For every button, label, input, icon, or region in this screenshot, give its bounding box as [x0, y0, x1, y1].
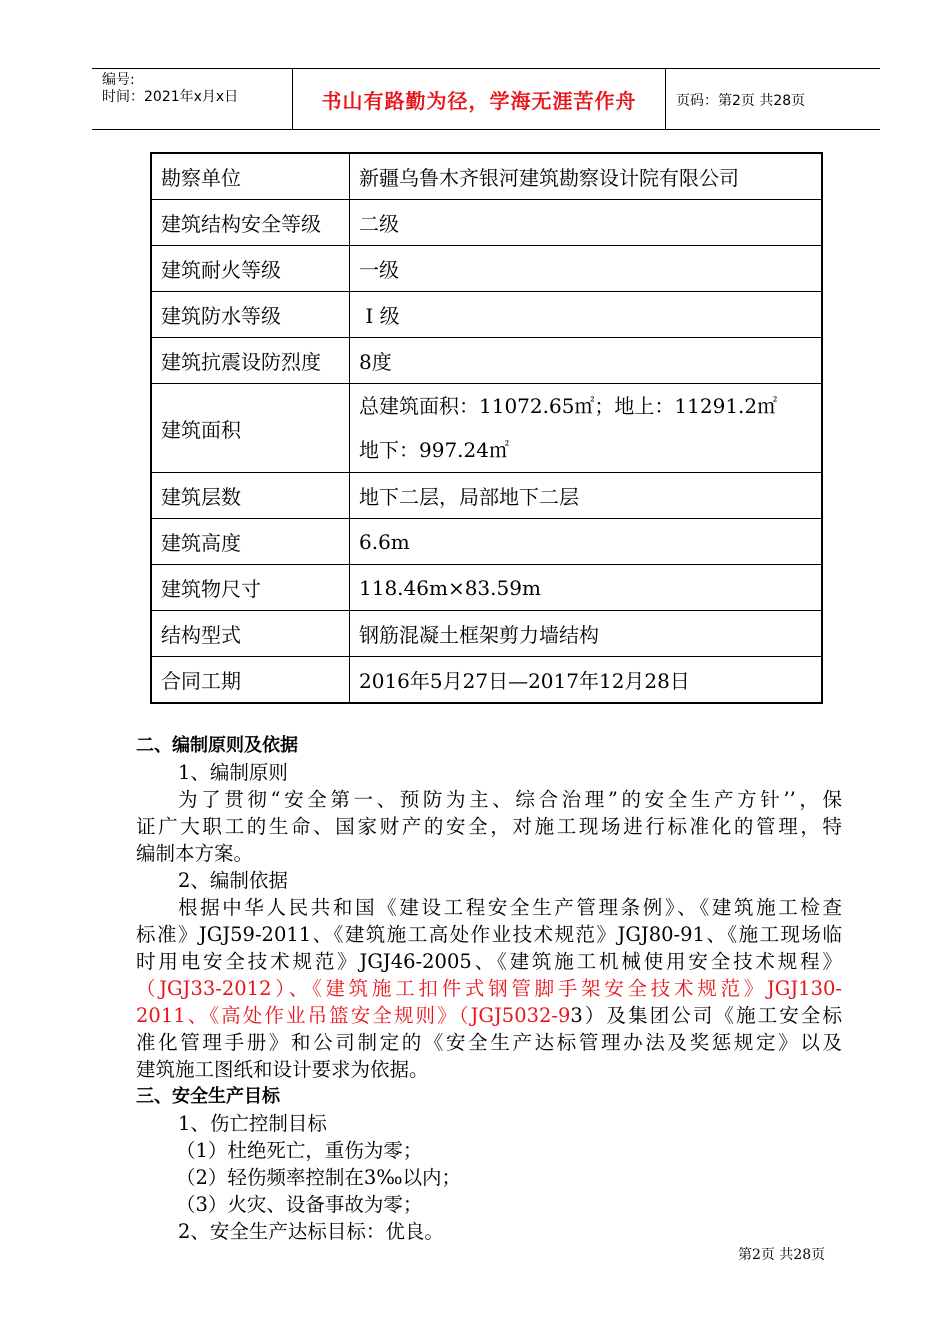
table-key: 建筑耐火等级	[151, 246, 350, 292]
normal-text: 3）及集团公司《施工安全标	[570, 1004, 842, 1027]
table-key: 建筑防水等级	[151, 292, 350, 338]
section-heading: 三、安全生产目标	[136, 1086, 280, 1107]
table-row	[151, 473, 822, 519]
paragraph-line: 标准》JGJ59-2011、《建筑施工高处作业技术规范》JGJ80-91、《施工现场临	[136, 923, 842, 946]
list-item: （3）火灾、设备事故为零；	[176, 1193, 423, 1216]
paragraph-line: 建筑施工图纸和设计要求为依据。	[136, 1058, 429, 1081]
subsection-heading: 2、安全生产达标目标：优良。	[178, 1220, 444, 1243]
table-row	[151, 246, 822, 292]
paragraph-line: 时用电安全技术规范》JGJ46-2005、《建筑施工机械使用安全技术规程》	[136, 950, 842, 973]
table-value: 地下二层，局部地下二层	[350, 473, 823, 519]
table-key: 建筑面积	[151, 384, 350, 473]
table-key: 建筑结构安全等级	[151, 200, 350, 246]
header-divider	[665, 69, 666, 129]
header-code-label: 编号:	[102, 72, 135, 88]
section-heading: 二、编制原则及依据	[136, 735, 298, 756]
highlight-text: 2011、《高处作业吊篮安全规则》（JGJ5032-9	[136, 1004, 571, 1027]
header-meta	[92, 69, 292, 129]
table-key: 结构型式	[151, 611, 350, 657]
subsection-heading: 1、编制原则	[178, 761, 288, 784]
subsection-heading: 2、编制依据	[178, 869, 288, 892]
table-key: 勘察单位	[151, 153, 350, 200]
table-row	[151, 384, 822, 473]
table-key: 建筑抗震设防烈度	[151, 338, 350, 384]
table-value: 6.6m	[350, 519, 823, 565]
table-key: 建筑层数	[151, 473, 350, 519]
table-row	[151, 292, 822, 338]
paragraph-line: 证广大职工的生命、国家财产的安全，对施工现场进行标准化的管理，特	[136, 815, 842, 838]
header-motto: 书山有路勤为径，学海无涯苦作舟	[321, 88, 637, 113]
table-value: 新疆乌鲁木齐银河建筑勘察设计院有限公司	[350, 153, 823, 200]
table-value	[350, 384, 823, 473]
page-footer: 第2页 共28页	[738, 1247, 826, 1263]
table-row	[151, 338, 822, 384]
table-value: 2016年5月27日—2017年12月28日	[350, 657, 823, 704]
table-row	[151, 153, 822, 200]
page-header	[92, 68, 880, 130]
document-body	[136, 732, 842, 1245]
table-row	[151, 611, 822, 657]
table-value: 118.46m×83.59m	[350, 565, 823, 611]
table-value: 二级	[350, 200, 823, 246]
table-row	[151, 519, 822, 565]
paragraph-line	[136, 1002, 842, 1029]
table-key: 建筑高度	[151, 519, 350, 565]
paragraph-line: 准化管理手册》和公司制定的《安全生产达标管理办法及奖惩规定》以及	[136, 1031, 842, 1054]
paragraph-line: 为了贯彻“安全第一、预防为主、综合治理”的安全生产方针’’，保	[178, 788, 842, 811]
header-page-label: 页码：第2页 共28页	[676, 93, 806, 109]
header-time-label: 时间：2021年x月x日	[102, 89, 239, 105]
list-item: （2）轻伤频率控制在3‰以内；	[176, 1166, 461, 1189]
paragraph-line: 编制本方案。	[136, 842, 254, 865]
table-value: 一级	[350, 246, 823, 292]
table-key: 建筑物尺寸	[151, 565, 350, 611]
table-value: 8度	[350, 338, 823, 384]
table-row	[151, 657, 822, 704]
paragraph-line-highlight: （JGJ33-2012）、《建筑施工扣件式钢管脚手架安全技术规范》JGJ130-	[136, 977, 842, 1000]
table-row	[151, 200, 822, 246]
table-value: 钢筋混凝土框架剪力墙结构	[350, 611, 823, 657]
table-value: Ⅰ 级	[350, 292, 823, 338]
project-info-table	[150, 152, 823, 704]
area-total-line: 总建筑面积：11072.65㎡；地上：11291.2㎡	[359, 394, 778, 418]
table-row	[151, 565, 822, 611]
area-underground-line: 地下：997.24㎡	[359, 438, 509, 462]
paragraph-line: 根据中华人民共和国《建设工程安全生产管理条例》、《建筑施工检查	[178, 896, 842, 919]
subsection-heading: 1、伤亡控制目标	[178, 1112, 327, 1135]
table-key: 合同工期	[151, 657, 350, 704]
list-item: （1）杜绝死亡，重伤为零；	[176, 1139, 423, 1162]
